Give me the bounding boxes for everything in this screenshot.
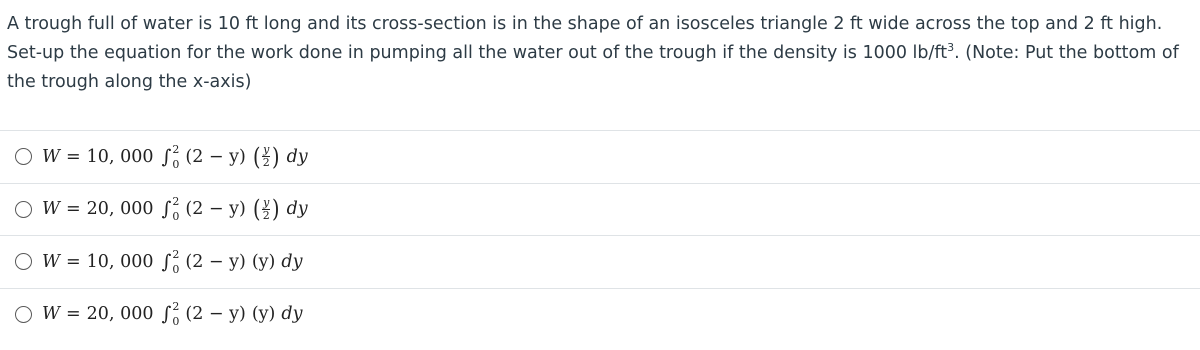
factor-one: (2 − y) bbox=[185, 304, 246, 325]
integral bbox=[161, 300, 183, 329]
lower-limit: 0 bbox=[172, 262, 180, 276]
work-symbol: W bbox=[42, 304, 60, 325]
radio-button[interactable] bbox=[15, 306, 32, 323]
upper-limit: 2 bbox=[172, 142, 180, 156]
factor-one: (2 − y) bbox=[185, 251, 246, 272]
answer-option-d[interactable] bbox=[0, 288, 1200, 341]
work-symbol: W bbox=[42, 146, 60, 167]
equals-sign: = bbox=[66, 199, 81, 220]
equation bbox=[42, 300, 303, 329]
coefficient: 20, 000 bbox=[86, 304, 154, 325]
integral-sign-icon: ∫ bbox=[161, 198, 172, 221]
coefficient: 10, 000 bbox=[86, 251, 154, 272]
equals-sign: = bbox=[66, 251, 81, 272]
differential: dy bbox=[286, 146, 308, 167]
integral-sign-icon: ∫ bbox=[161, 145, 172, 168]
integral bbox=[161, 195, 183, 224]
question-text bbox=[7, 10, 1193, 97]
lower-limit: 0 bbox=[172, 315, 180, 329]
integral-sign-icon: ∫ bbox=[161, 250, 172, 273]
equation: W = 20, 000 ∫ 2 0 (2 − y) ( $\frac{y}{2}$ ) dy bbox=[42, 195, 308, 224]
integral-sign-icon: ∫ bbox=[161, 303, 172, 326]
integral bbox=[161, 142, 183, 171]
differential: dy bbox=[281, 304, 303, 325]
answer-options bbox=[0, 130, 1200, 340]
answer-option-c[interactable] bbox=[0, 235, 1200, 288]
coefficient: 10, 000 bbox=[86, 146, 154, 167]
factor-one: (2 − y) bbox=[185, 199, 246, 220]
fraction-denominator: 2 bbox=[262, 208, 270, 222]
upper-limit: 2 bbox=[172, 195, 180, 209]
fraction-numerator: y bbox=[263, 195, 270, 209]
question-body: A trough full of water is 10 ft long and its cross-section is in the shape of an isosceles triangle 2 ft wide across the top and 2 ft high. Set-up the equation for the work done in pumping all the water out of the trough if the density is 1000 lb/ft bbox=[7, 14, 1163, 63]
upper-limit: 2 bbox=[172, 300, 180, 314]
question-note: . (Note: Put the bottom of the trough along the x-axis) bbox=[7, 43, 1179, 92]
equation: W = 10, 000 ∫ 2 0 (2 − y) ( $\frac{y}{2}$ ) dy bbox=[42, 142, 308, 171]
fraction-denominator: 2 bbox=[262, 156, 270, 170]
radio-button[interactable] bbox=[15, 253, 32, 270]
fraction-numerator: y bbox=[263, 143, 270, 157]
coefficient: 20, 000 bbox=[86, 199, 154, 220]
factor-two: (y) bbox=[251, 251, 276, 272]
answer-option-a[interactable] bbox=[0, 130, 1200, 183]
equation bbox=[42, 247, 303, 276]
work-symbol: W bbox=[42, 251, 60, 272]
integral bbox=[161, 247, 183, 276]
radio-button[interactable] bbox=[15, 148, 32, 165]
lower-limit: 0 bbox=[172, 210, 180, 224]
answer-option-b[interactable] bbox=[0, 183, 1200, 236]
work-symbol: W bbox=[42, 199, 60, 220]
upper-limit: 2 bbox=[172, 247, 180, 261]
equals-sign: = bbox=[66, 304, 81, 325]
fraction bbox=[262, 195, 270, 222]
differential: dy bbox=[281, 251, 303, 272]
differential: dy bbox=[286, 199, 308, 220]
radio-button[interactable] bbox=[15, 201, 32, 218]
factor-one: (2 − y) bbox=[185, 146, 246, 167]
lower-limit: 0 bbox=[172, 157, 180, 171]
equals-sign: = bbox=[66, 146, 81, 167]
fraction bbox=[262, 145, 270, 168]
exponent: 3 bbox=[947, 41, 955, 54]
factor-two: (y) bbox=[251, 304, 276, 325]
